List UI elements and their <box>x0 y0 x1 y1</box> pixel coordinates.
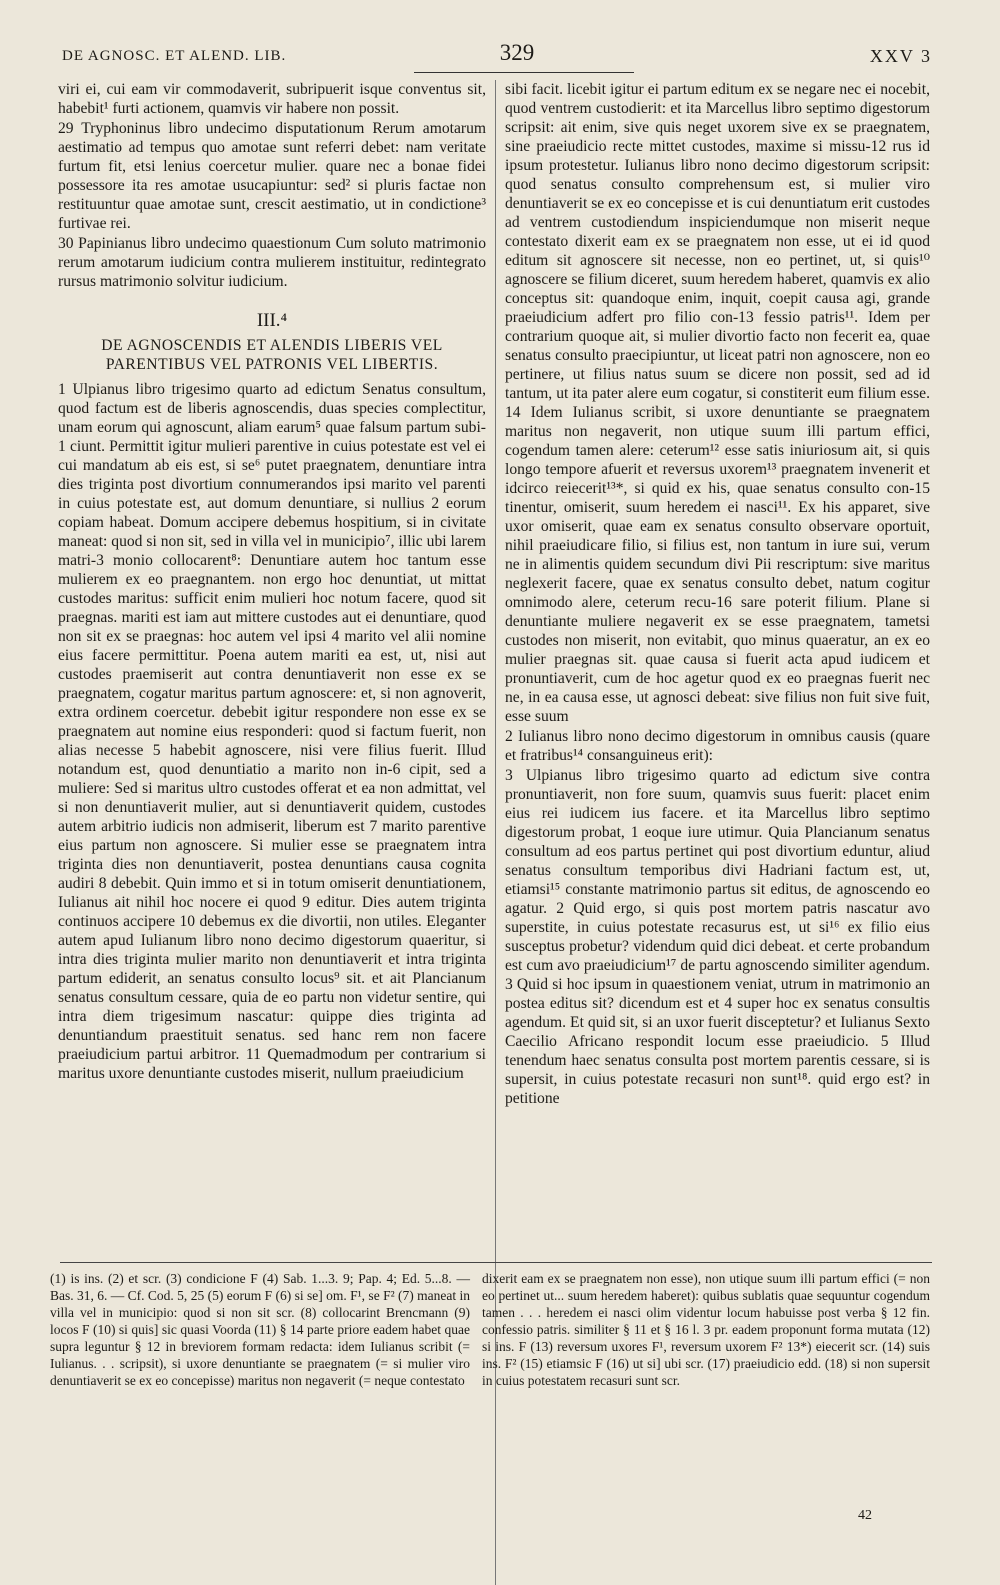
section-title: DE AGNOSCENDIS ET ALENDIS LIBERIS VEL PARENTIBUS VEL PATRONIS VEL LIBERTIS. <box>101 337 443 373</box>
header-rule <box>414 72 634 73</box>
footnote-text: (1) is ins. (2) et scr. (3) condicione F (4) Sab. 1...3. 9; Pap. 4; Ed. 5...8. — Bas. 31, 6. — Cf. Cod. 5, 25 (5) eorum F (6) si se] om. F¹, se F² (7) maneat in villa vel in municipio: quod si non sit scr. (8) collocarint Brencmann (9) locos F (10) si quis] sic quasi Voorda (11) § 14 parte priore eadem habet quae supra leguntur § 12 in breviorem formam redacta: idem Iulianus scribit (= Iulianus. . . scripsit), si uxore denuntiante se praegnatem (= si mulier viro denuntiaverit se ex eo concepisse) maritus non negaverit (= neque contestato <box>50 1271 470 1388</box>
paragraph: 29 Tryphoninus libro undecimo disputationum Rerum amotarum aestimatio ad tempus quo amotae sunt referri debet: nam veritate furtum fit, etsi lenius coercetur mulier. quare nec a bonae fidei possessore ita res amotae usucapiuntur: sed² si pluris factae non restituuntur quae amotae sunt, crescit aestimatio, ut in condictione³ furtivae rei. <box>58 120 486 232</box>
paragraph: 1 Ulpianus libro trigesimo quarto ad edictum Senatus consultum, quod factum est de liberis agnoscendis, duas species complectitur, unam eorum qui agnoscunt, aliam earum⁵ quae falsum partum subi-1 ciunt. Permittit igitur mulieri parentive in cuius potestate est vel ei cui mandatum ab eis est, si se⁶ putet praegnatem, denuntiare intra dies triginta post divortium connumerandos ipsi marito vel parenti in cuius potestate est, aut domum denuntiare, si nullius 2 eorum copiam habeat. Domum accipere debemus hospitium, si in civitate maneat: quod si non sit, sed in villa vel in municipio⁷, illic ubi larem matri-3 monio collocarent⁸: Denuntiare autem hoc tantum esse mulierem ex eo praegnantem. non ergo hoc denuntiat, ut mittat custodes maritus: sufficit enim mulieri hoc notum facere, quod sit praegnas. mariti est iam aut mittere custodes aut ei denuntiare, quod non sit ex se praegnas: hoc autem vel ipsi 4 marito vel alii nomine eius facere permittitur. Poena autem mariti ea est, ut, nisi aut custodes praemiserit aut contra denuntiaverit non esse ex se praegnatem, cogatur maritus partum agnoscere: et, si non agnoverit, extra ordinem coercetur. debebit igitur respondere non esse ex se praegnatem aut nomine eius responderi: quod si factum fuerit, non alias necesse 5 habebit agnoscere, nisi vere filius fuerit. Illud notandum est, quod denuntiatio a marito non in-6 cipit, sed a muliere: Sed si maritus ultro custodes offerat et ea non admittat, vel si non denuntiaverit mulier, aut si denuntiaverit quidem, custodes autem arbitrio iudicis non admiserit, liberum est 7 marito parentive eius partum non agnoscere. Si mulier esse se praegnatem intra triginta dies non denuntiaverit, postea denuntians causa cognita audiri 8 debebit. Quin immo et si in totum omiserit denuntiationem, Iulianus ait nihil hoc nocere ei quod 9 editur. Dies autem triginta continuos accipere 10 debemus ex die divortii, non utiles. Eleganter autem apud Iulianum libro nono decimo digestorum quaeritur, si intra dies triginta mulier marito non denuntiaverit et intra triginta partum ediderit, an senatus consulto locus⁹ sit. et ait Plancianum senatus consultum cessare, quia de eo partu non videtur sentire, qui intra diem trigesimum nascatur: quippe dies triginta ad denuntiandum praestituit senatus. sed hanc rem non facere praeiudicium partui arbitror. 11 Quemadmodum per contrarium si maritus uxore denuntiante custodes miserit, nullum praeiudicium <box>58 381 486 1082</box>
paragraph: sibi facit. licebit igitur ei partum editum ex se negare nec ei nocebit, quod ventrem custodierit: et ita Marcellus libro septimo digestorum scripsit: ait enim, sive quis neget uxorem sive ex se praegnatem, sine praeiudicio recte mittet custodes, maxime si missu-12 rus id ipsum protestetur. Iulianus libro nono decimo digestorum scripsit: quod senatus consulto comprehensum est, si mulier viro denuntiaverit se ex eo concepisse et is cui denuntiatum erit custodes ad ventrem custodiendum inspiciendumque non miserit neque contestato dixerit eam ex se praegnatem non esse, ut ei id quod editum sit agnoscere sit necesse, non eo pertinet, ut, si quis¹⁰ agnoscere se filium diceret, suum heredem haberet, quamvis ex alio conceptus sit: quandoque enim, inquit, coepit causa agi, grande praeiudicium adfert pro filio con-13 fessio patris¹¹. Idem per contrarium quoque ait, si mulier divortio facto non fecerit ea, quae senatus consulto praecipiuntur, ut liceat patri non agnoscere, non eo pertinere, ut filius natus suum se dicere non possit, sed ad id tantum, ut ita pater alere eum cogatur, si constiterit eum filium esse. 14 Idem Iulianus scribit, si uxore denuntiante se praegnatem maritus non negaverit, non utique suum illi partum effici, cogendum tamen alere: ceterum¹² esse satis iniuriosum ait, si quis longo tempore afuerit et reversus uxorem¹³ praegnatem invenerit et idcirco reiecerit¹³*, si quid ex his, quae senatus consulto con-15 tinentur, omiserit, suum heredem ei nasci¹¹. Ex his apparet, sive uxor omiserit, quae eam ex senatus consulto observare oportuit, nihil praeiudicare filio, si filius est, non tantum in iure sui, verum ne in alimentis quidem secundum divi Pii rescriptum: sive maritus neglexerit facere, quae ex senatus consulto debet, natum cogitur omnimodo alere, ceterum recu-16 sare poterit filium. Plane si denuntiante muliere negaverit ex se esse praegnatem, tametsi custodes non miserit, non evitabit, quo minus quaeratur, an ex eo mulier praegnas sit. quae causa si fuerit acta apud iudicem et pronuntiaverit, cum de hoc agetur quod ex eo praegnas fuerit nec ne, in ea causa esse, ut agnosci debeat: sive filius non fuit sive fuit, esse suum <box>505 81 930 725</box>
running-header <box>62 40 932 76</box>
footnote-rule <box>60 1262 932 1263</box>
header-title: DE AGNOSC. ET ALEND. LIB. <box>62 48 287 64</box>
section-number: III.⁴ <box>256 310 288 331</box>
footnotes-right <box>482 1270 930 1389</box>
paragraph: 30 Papinianus libro undecimo quaestionum Cum soluto matrimonio rerum amotarum iudicium contra mulierem instituitur, redintegrato rursus matrimonio solvitur iudicium. <box>58 235 486 290</box>
header-section: XXV 3 <box>869 46 932 66</box>
right-column <box>505 80 930 1109</box>
footnote-text: dixerit eam ex se praegnatem non esse), non utique suum illi partum effici (= non eo pertinet ut... suum heredem haberet): quibus sublatis quae sequuntur cogendum tamen . . . heredem ei nasci olim videntur locum habuisse post verba § 12 fin. confessio patris. similiter § 11 et § 16 l. 3 pr. eadem proponunt forma mutata (12) si ins. F (13) reversum uxores F¹, reversum uxorem F² 13*) eiecerit scr. (14) suis ins. F² (15) etiamsic F (16) ut si] ubi scr. (17) praeiudicio edd. (18) si non supersit in cuius potestatem recasuri sunt scr. <box>482 1271 930 1388</box>
footnotes-left <box>50 1270 470 1389</box>
paragraph: 2 Iulianus libro nono decimo digestorum in omnibus causis (quare et fratribus¹⁴ consanguineus erit): <box>505 728 930 764</box>
page-number: 329 <box>499 40 535 65</box>
paragraph: viri ei, cui eam vir commodaverit, subripuerit isque conventus sit, habebit¹ furti actionem, quamvis vir habere non possit. <box>58 81 486 117</box>
left-column <box>58 80 486 1084</box>
paragraph: 3 Ulpianus libro trigesimo quarto ad edictum sive contra pronuntiaverit, non fore suum, quamvis suus fuerit: placet enim eius rei iudicem ius facere. et ita Marcellus libro septimo digestorum probat, 1 eoque iure utimur. Quia Plancianum senatus consultum ad eos partus pertinet qui post divortium eduntur, aliud senatus consultum temporibus divi Hadriani factum est, ut, etiamsi¹⁵ constante matrimonio partus sit editus, de agnoscendo eo agatur. 2 Quid ergo, si quis post mortem patris nascatur avo superstite, in cuius potestate recasurus est, ut si¹⁶ ex filio eius susceptus probetur? videndum quid dici debeat. et certe probandum est cum avo praeiudicium¹⁷ de partu agnoscendo similiter agendum. 3 Quid si hoc ipsum in quaestionem veniat, utrum in matrimonio an postea editus sit? dicendum est et 4 super hoc ex senatus consultis agendum. Et quid sit, si an uxor fuerit disceptetur? et Iulianus Sexto Caecilio Africano respondit locum esse praeiudicio. 5 Illud tenendum haec senatus consulta post mortem parentis cessare, si is supersit, in cuius potestate recasuri non sunt¹⁸. quid ergo est? in petitione <box>505 767 930 1107</box>
printer-signature: 42 <box>858 1508 872 1523</box>
